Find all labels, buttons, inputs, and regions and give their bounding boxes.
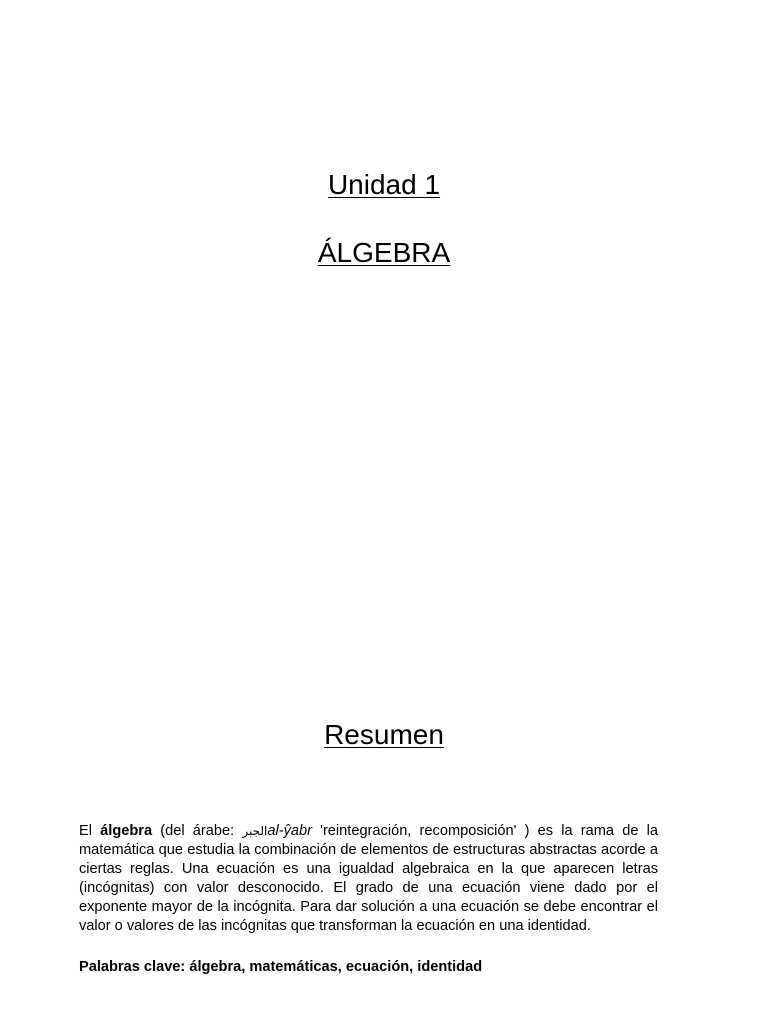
summary-heading (0, 718, 768, 752)
summary-intro: El (79, 823, 101, 839)
keywords-line: Palabras clave: álgebra, matemáticas, ecuación, identidad (79, 959, 483, 975)
page-title (0, 236, 768, 270)
summary-term: álgebra (100, 823, 153, 839)
summary-paragraph (79, 822, 658, 937)
page-title-text: ÁLGEBRA (317, 237, 451, 268)
summary-rest: 'reintegración, recomposición' ) es la rama de la matemática que estudia la combinación de elementos de estructuras abstractas acorde a ciertas reglas. Una ecuación es una igualdad algebraica en la que aparecen letras (incógnitas) con valor desconocido. El grado de una ecuación viene dado por el exponente mayor de la incógnita. Para dar solución a una ecuación se debe encontrar el valor o valores de las incógnitas que transforman la ecuación en una identidad. (79, 823, 659, 935)
arabic-word: الجبر (242, 824, 268, 838)
summary-paren-open: (del árabe: (152, 823, 243, 839)
unit-title (0, 168, 768, 202)
unit-title-text: Unidad 1 (327, 169, 441, 200)
transliteration: al-ŷabr (267, 823, 312, 839)
summary-heading-text: Resumen (324, 719, 444, 750)
